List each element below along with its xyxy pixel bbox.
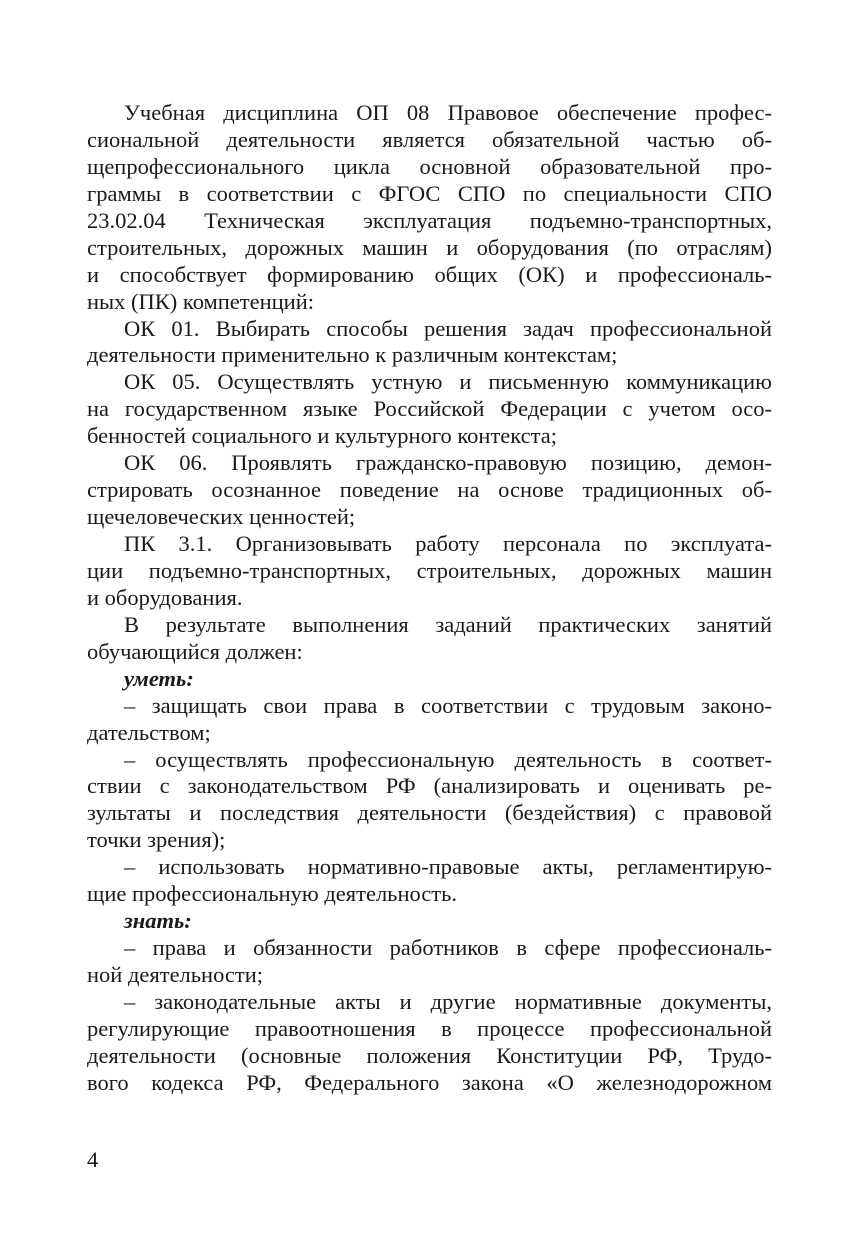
text-line: щепрофессионального цикла основной образовательной про- <box>87 153 772 179</box>
text-line: зультаты и последствия деятельности (бездействия) с правовой <box>87 800 772 826</box>
text-line: ПК 3.1. Организовывать работу персонала по эксплуата- <box>124 531 772 556</box>
text-line: Учебная дисциплина ОП 08 Правовое обеспечение профес- <box>124 100 772 125</box>
text-line: строительных, дорожных машин и оборудования (по отраслям) <box>87 234 772 260</box>
text-line: – законодательные акты и другие нормативные документы, <box>124 988 772 1014</box>
text-line: уметь: <box>124 665 194 691</box>
text-line: на государственном языке Российской Федерации с учетом осо- <box>87 396 772 422</box>
text-line: ОК 06. Проявлять гражданско-правовую позицию, демон- <box>124 450 772 476</box>
text-line: ствии с законодательством РФ (анализировать и оценивать ре- <box>87 773 772 799</box>
paragraph <box>87 611 772 665</box>
page-number: 4 <box>87 1147 99 1172</box>
page-body <box>87 99 772 1096</box>
text-line: – осуществлять профессиональную деятельность в соответ- <box>124 746 772 772</box>
paragraph <box>87 449 772 530</box>
text-line: – защищать свои права в соответствии с трудовым законо- <box>124 692 772 718</box>
text-line: бенностей социального и культурного контекста; <box>87 423 557 449</box>
text-line: – права и обязанности работников в сфере профессиональ- <box>124 935 772 961</box>
text-line: – использовать нормативно-правовые акты, регламентирую- <box>124 854 772 880</box>
text-line: регулирующие правоотношения в процессе профессиональной <box>87 1015 772 1041</box>
paragraph <box>87 99 772 315</box>
text-line: знать: <box>124 908 192 934</box>
text-line: точки зрения); <box>87 827 226 853</box>
text-line: ных (ПК) компетенций: <box>87 288 315 314</box>
text-line: ции подъемно-транспортных, строительных, дорожных машин <box>87 557 772 583</box>
paragraph <box>87 315 772 369</box>
text-line: вого кодекса РФ, Федерального закона «О железнодорожном <box>87 1069 772 1095</box>
text-line: стрировать осознанное поведение на основе традиционных об- <box>87 477 772 503</box>
text-line: и способствует формированию общих (ОК) и профессиональ- <box>87 261 772 287</box>
text-line: ОК 05. Осуществлять устную и письменную коммуникацию <box>124 369 772 395</box>
text-line: щечеловеческих ценностей; <box>87 504 356 530</box>
text-line: ной деятельности; <box>87 962 264 987</box>
text-line: сиональной деятельности является обязательной частью об- <box>87 126 772 152</box>
text-line: В результате выполнения заданий практических занятий <box>124 611 772 637</box>
paragraph <box>87 530 772 611</box>
text-line: и оборудования. <box>87 584 243 610</box>
text-line: ОК 01. Выбирать способы решения задач профессиональной <box>124 315 772 341</box>
text-line: деятельности (основные положения Конституции РФ, Трудо- <box>87 1042 772 1068</box>
text-line: щие профессиональную деятельность. <box>87 881 457 907</box>
text-line: дательством; <box>87 719 211 745</box>
paragraph <box>87 746 772 854</box>
text-line: обучающийся должен: <box>87 638 303 664</box>
section-heading <box>87 907 772 934</box>
text-line: деятельности применительно к различным контекстам; <box>87 342 618 368</box>
paragraph <box>87 934 772 988</box>
paragraph <box>87 853 772 907</box>
text-line: 23.02.04 Техническая эксплуатация подъемно-транспортных, <box>87 207 772 233</box>
paragraph <box>87 368 772 449</box>
paragraph <box>87 692 772 746</box>
paragraph <box>87 988 772 1096</box>
section-heading <box>87 665 772 692</box>
text-line: граммы в соответствии с ФГОС СПО по специальности СПО <box>87 180 772 206</box>
